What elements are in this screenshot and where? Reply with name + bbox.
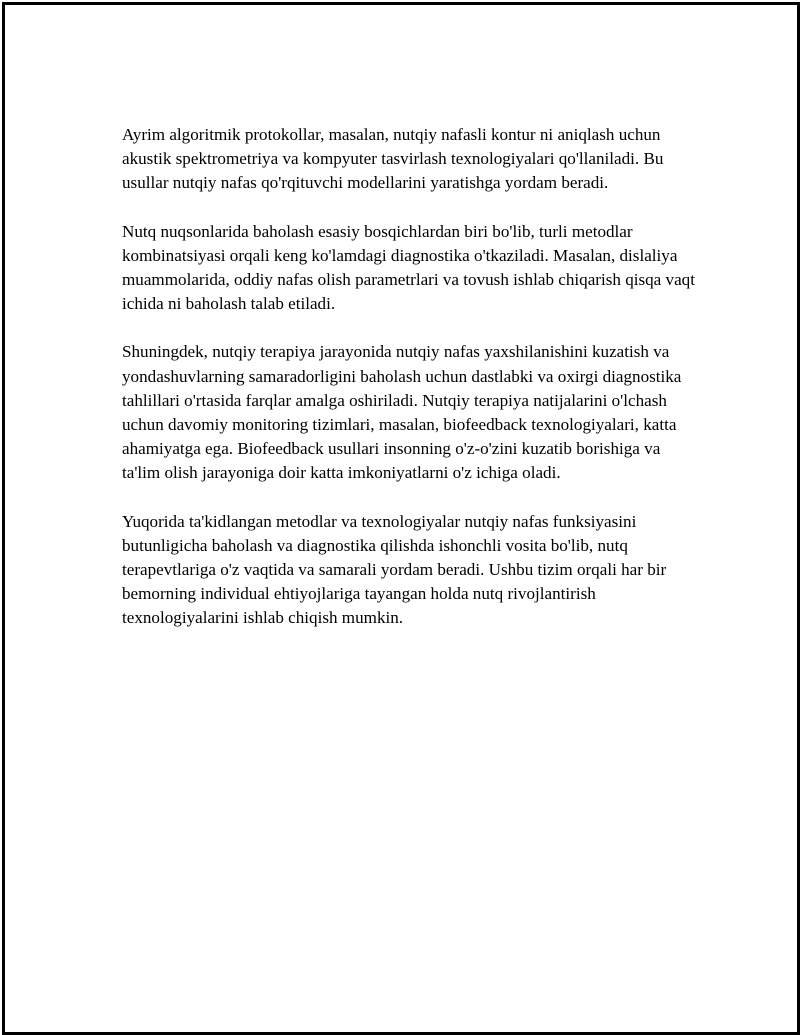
paragraph-1: Ayrim algoritmik protokollar, masalan, nutqiy nafasli kontur ni aniqlash uchun akustik spektrometriya va kompyuter tasvirlash texnologiyalari qo'llaniladi. Bu usullar nutqiy nafas qo'rqituvchi modellarini yaratishga yordam beradi.	[122, 125, 664, 193]
paragraph-3: Shuningdek, nutqiy terapiya jarayonida nutqiy nafas yaxshilanishini kuzatish va yondashuvlarning samaradorligini baholash uchun dastlabki va oxirgi diagnostika tahlillari o'rtasida farqlar amalga oshiriladi. Nutqiy terapiya natijalarini o'lchash uchun davomiy monitoring tizimlari, masalan, biofeedback texnologiyalari, katta ahamiyatga ega. Biofeedback usullari insonning o'z-o'zini kuzatib borishiga va ta'lim olish jarayoniga doir katta imkoniyatlarni o'z ichiga oladi.	[122, 342, 682, 483]
document-body	[122, 123, 697, 631]
paragraph-4: Yuqorida ta'kidlangan metodlar va texnologiyalar nutqiy nafas funksiyasini butunligicha baholash va diagnostika qilishda ishonchli vosita bo'lib, nutq terapevtlariga o'z vaqtida va samarali yordam beradi. Ushbu tizim orqali har bir bemorning individual ehtiyojlariga tayangan holda nutq rivojlantirish texnologiyalarini ishlab chiqish mumkin.	[122, 511, 667, 628]
paragraph-2: Nutq nuqsonlarida baholash esasiy bosqichlardan biri bo'lib, turli metodlar kombinatsiyasi orqali keng ko'lamdagi diagnostika o'tkaziladi. Masalan, dislaliya muammolarida, oddiy nafas olish parametrlari va tovush ishlab chiqarish qisqa vaqt ichida ni baholash talab etiladi.	[122, 221, 695, 314]
page-frame	[2, 2, 800, 1035]
